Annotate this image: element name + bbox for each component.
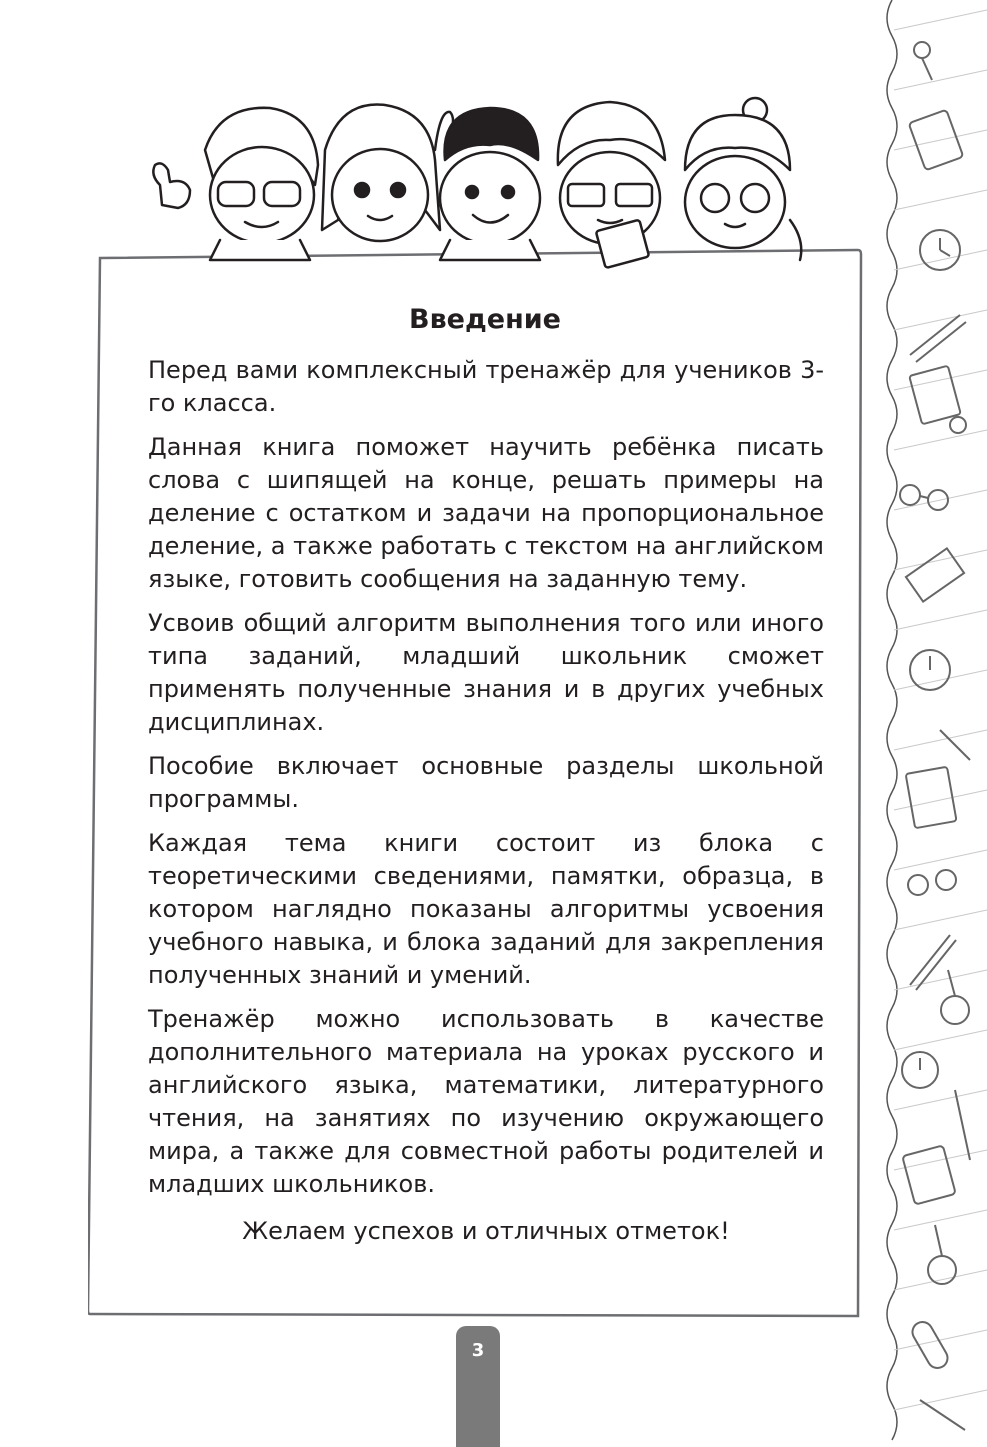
- pen-icon-2: [955, 1090, 970, 1160]
- book-icon-2: [902, 1145, 956, 1204]
- paragraph: Перед вами комплексный тренажёр для учеников 3-го класса.: [148, 356, 824, 417]
- closing-wish: Желаем успехов и отличных отметок!: [242, 1217, 730, 1245]
- paragraph: Данная книга поможет научить ребёнка писать слова с шипящей на конце, решать примеры на деление с остатком и задачи на пропорциональное деление, а также работать с текстом на английском языке, готовить сообщения на заданную тему.: [148, 433, 824, 593]
- medal-icon: [941, 970, 969, 1024]
- pin-icon: [914, 42, 932, 80]
- paragraph: Пособие включает основные разделы школьной программы.: [148, 752, 824, 813]
- pencil-icon-3: [920, 1400, 965, 1430]
- alarm-clock-icon-2: [910, 650, 950, 690]
- kid-5: [685, 98, 801, 260]
- kids-illustration: [140, 90, 830, 290]
- page-number: 3: [471, 1340, 485, 1361]
- wavy-edge: [887, 0, 897, 1440]
- kid-1: [205, 108, 318, 260]
- kid-2: [322, 105, 453, 241]
- alarm-clock-icon: [920, 230, 960, 270]
- glasses-icon-2: [908, 870, 956, 895]
- paragraph: Тренажёр можно использовать в качестве дополнительного материала на уроках русского и английского языка, математики, литературного чтения, на занятиях по изучению окружающего мира, а также для совместной работы родителей и младших школьников.: [148, 1005, 824, 1198]
- kid-3: [440, 108, 540, 260]
- glasses-icon: [900, 485, 948, 510]
- kid-4: [558, 102, 665, 268]
- paragraph: Усвоив общий алгоритм выполнения того или иного типа заданий, младший школьник сможет применять полученные знания и в других учебных дисциплинах.: [148, 609, 824, 736]
- notebook-icon: [906, 767, 957, 828]
- book-icon: [909, 110, 964, 171]
- medal-icon-2: [928, 1225, 956, 1284]
- decorative-side-strip: [880, 0, 987, 1447]
- alarm-clock-icon-3: [902, 1052, 938, 1088]
- diploma-icon: [909, 366, 966, 433]
- page-title: Введение: [409, 304, 561, 335]
- intro-text: [148, 354, 824, 1259]
- thumbs-up-hand: [153, 163, 190, 208]
- paragraph: Каждая тема книги состоит из блока с теоретическими сведениями, памятки, образца, в котором наглядно показаны алгоритмы усвоения учебного навыка, и блока заданий для закрепления полученных знаний и умений.: [148, 829, 824, 989]
